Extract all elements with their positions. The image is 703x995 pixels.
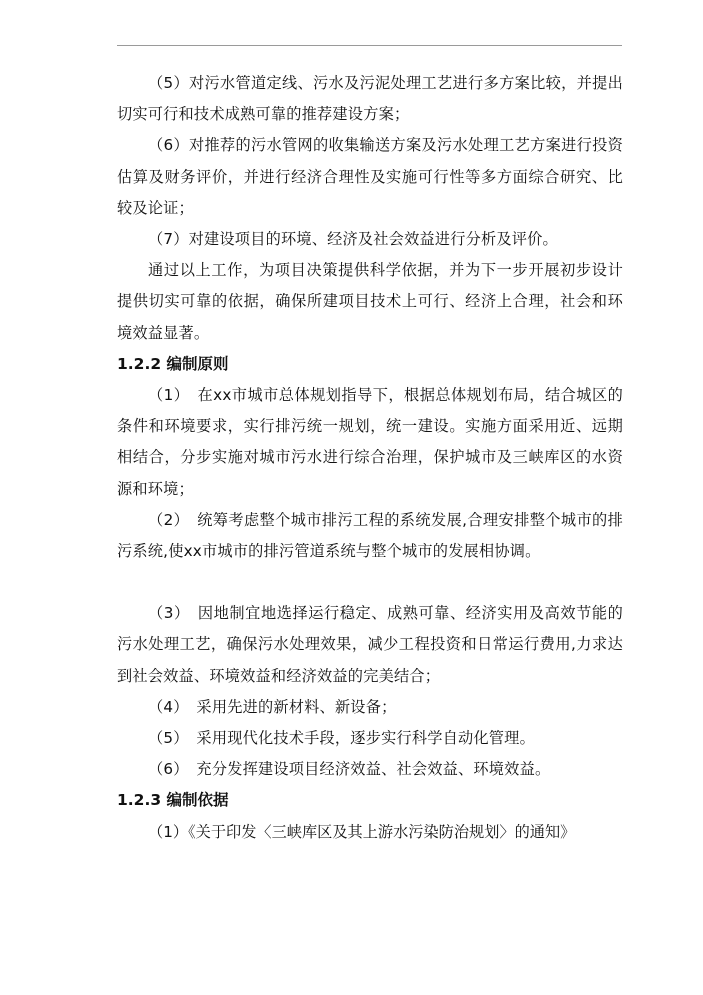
paragraph-item-7: （7）对建设项目的环境、经济及社会效益进行分析及评价。 — [148, 230, 558, 249]
section-heading-basis: 1.2.3 编制依据 — [117, 791, 229, 810]
principle-item-3: （3） 因地制宜地选择运行稳定、成熟可靠、经济实用及高效节能的污水处理工艺，确保污水处理效果，减少工程投资和日常运行费用,力求达到社会效益、环境效益和经济效益的完美结合； — [117, 604, 623, 685]
blank-line — [117, 567, 623, 598]
header-rule — [117, 45, 622, 46]
principle-item-6: （6） 充分发挥建设项目经济效益、社会效益、环境效益。 — [148, 760, 551, 779]
principle-item-2: （2） 统筹考虑整个城市排污工程的系统发展,合理安排整个城市的排污系统,使xx市城市的排污管道系统与整个城市的发展相协调。 — [117, 510, 623, 561]
principle-item-5: （5） 采用现代化技术手段，逐步实行科学自动化管理。 — [148, 729, 535, 748]
paragraph-item-5: （5）对污水管道定线、污水及污泥处理工艺进行多方案比较，并提出切实可行和技术成熟可靠的推荐建设方案； — [117, 74, 623, 124]
principle-item-4: （4） 采用先进的新材料、新设备； — [148, 697, 397, 716]
section-heading-principles: 1.2.2 编制原则 — [117, 354, 229, 373]
paragraph-item-6: （6）对推荐的污水管网的收集输送方案及污水处理工艺方案进行投资估算及财务评价，并进行经济合理性及实施可行性等多方面综合研究、比较及论证； — [117, 136, 623, 217]
paragraph-summary: 通过以上工作，为项目决策提供科学依据，并为下一步开展初步设计提供切实可靠的依据，确保所建项目技术上可行、经济上合理，社会和环境效益显著。 — [117, 261, 623, 342]
basis-item-1: （1）《关于印发〈三峡库区及其上游水污染防治规划〉的通知》 — [148, 822, 576, 841]
principle-item-1: （1） 在xx市城市总体规划指导下，根据总体规划布局，结合城区的条件和环境要求，实行排污统一规划，统一建设。实施方面采用近、远期相结合，分步实施对城市污水进行综合治理，保护城市及三峡库区的水资源和环境； — [117, 386, 623, 498]
document-body — [117, 68, 623, 848]
